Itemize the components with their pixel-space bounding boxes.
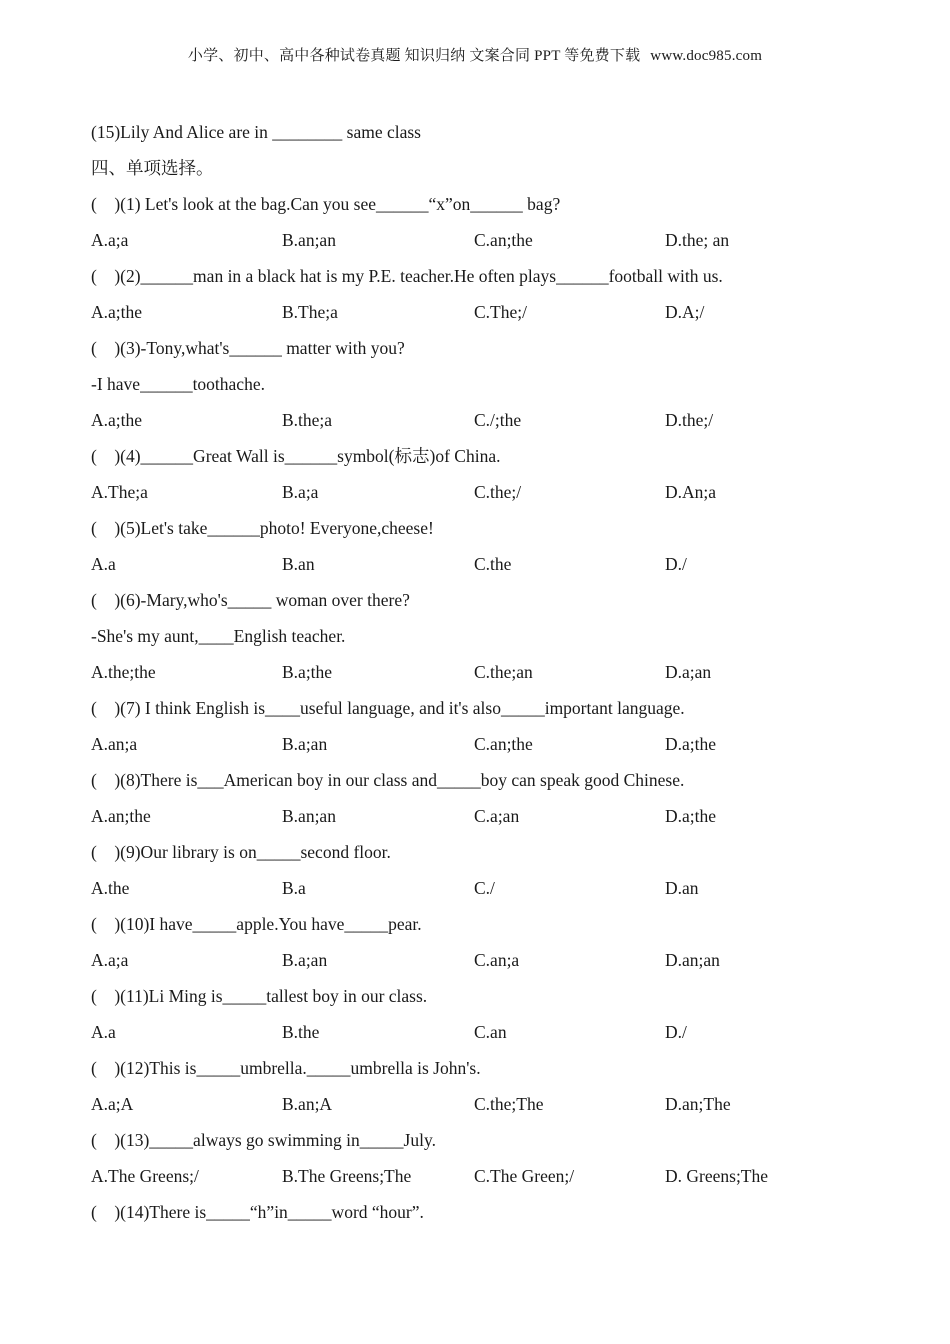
option-c: C.a;an bbox=[474, 806, 520, 826]
option-b: B.an;an bbox=[282, 230, 336, 250]
option-c: C.the bbox=[474, 554, 512, 574]
option-d: D.an bbox=[665, 878, 699, 898]
question-stem: ( )(7) I think English is____useful language, and it's also_____important language. bbox=[91, 698, 685, 718]
option-c: C.an;a bbox=[474, 950, 520, 970]
option-a: A.a;A bbox=[91, 1094, 134, 1114]
question-stem: ( )(4)______Great Wall is______symbol(标志)of China. bbox=[91, 446, 501, 466]
option-b: B.an bbox=[282, 554, 315, 574]
option-d: D.the;/ bbox=[665, 410, 714, 430]
option-c: C.The;/ bbox=[474, 302, 527, 322]
page-header bbox=[0, 44, 950, 65]
section-title: 四、单项选择。 bbox=[91, 158, 214, 178]
option-d: D.A;/ bbox=[665, 302, 705, 322]
question-stem: ( )(5)Let's take______photo! Everyone,cheese! bbox=[91, 518, 434, 538]
option-a: A.the;the bbox=[91, 662, 156, 682]
question-stem: ( )(12)This is_____umbrella._____umbrella is John's. bbox=[91, 1058, 481, 1078]
option-d: D. Greens;The bbox=[665, 1166, 769, 1186]
option-d: D.a;the bbox=[665, 734, 717, 754]
option-c: C.the;an bbox=[474, 662, 533, 682]
question-stem: ( )(6)-Mary,who's_____ woman over there? bbox=[91, 590, 410, 610]
options-row bbox=[91, 549, 891, 585]
question-stem: ( )(3)-Tony,what's______ matter with you? bbox=[91, 338, 405, 358]
question-stem-continued: -I have______toothache. bbox=[91, 374, 265, 394]
option-b: B.The Greens;The bbox=[282, 1166, 412, 1186]
option-a: A.a bbox=[91, 554, 116, 574]
option-b: B.an;A bbox=[282, 1094, 333, 1114]
option-a: A.the bbox=[91, 878, 130, 898]
question-stem-continued: -She's my aunt,____English teacher. bbox=[91, 626, 346, 646]
option-c: C.the;The bbox=[474, 1094, 544, 1114]
option-a: A.an;a bbox=[91, 734, 138, 754]
question-stem: ( )(9)Our library is on_____second floor. bbox=[91, 842, 391, 862]
header-site: www.doc985.com bbox=[650, 48, 763, 64]
previous-question: (15)Lily And Alice are in ________ same class bbox=[91, 122, 421, 142]
option-a: A.a;the bbox=[91, 410, 143, 430]
option-c: C.an;the bbox=[474, 230, 533, 250]
option-a: A.a bbox=[91, 1022, 116, 1042]
options-row bbox=[91, 945, 891, 981]
worksheet-body bbox=[91, 117, 891, 1233]
option-d: D./ bbox=[665, 554, 687, 574]
option-c: C.an bbox=[474, 1022, 507, 1042]
question-stem: ( )(1) Let's look at the bag.Can you see______“x”on______ bag? bbox=[91, 194, 561, 214]
options-row bbox=[91, 1161, 891, 1197]
options-row bbox=[91, 1017, 891, 1053]
option-d: D.an;an bbox=[665, 950, 720, 970]
option-a: A.The;a bbox=[91, 482, 148, 502]
options-row bbox=[91, 1089, 891, 1125]
option-d: D.the; an bbox=[665, 230, 730, 250]
options-row bbox=[91, 657, 891, 693]
option-c: C.the;/ bbox=[474, 482, 522, 502]
options-row bbox=[91, 873, 891, 909]
option-b: B.a;an bbox=[282, 950, 328, 970]
question-stem: ( )(10)I have_____apple.You have_____pear. bbox=[91, 914, 422, 934]
option-c: C.an;the bbox=[474, 734, 533, 754]
options-row bbox=[91, 405, 891, 441]
question-stem: ( )(8)There is___American boy in our class and_____boy can speak good Chinese. bbox=[91, 770, 685, 790]
option-c: C./;the bbox=[474, 410, 522, 430]
options-row bbox=[91, 477, 891, 513]
option-d: D.An;a bbox=[665, 482, 717, 502]
option-c: C./ bbox=[474, 878, 495, 898]
question-stem: ( )(13)_____always go swimming in_____July. bbox=[91, 1130, 436, 1150]
option-a: A.The Greens;/ bbox=[91, 1166, 199, 1186]
options-row bbox=[91, 801, 891, 837]
option-a: A.a;a bbox=[91, 950, 129, 970]
option-c: C.The Green;/ bbox=[474, 1166, 575, 1186]
question-stem: ( )(11)Li Ming is_____tallest boy in our class. bbox=[91, 986, 428, 1006]
question-stem: ( )(14)There is_____“h”in_____word “hour”. bbox=[91, 1202, 424, 1222]
option-b: B.a;the bbox=[282, 662, 333, 682]
option-d: D.a;an bbox=[665, 662, 712, 682]
option-d: D.a;the bbox=[665, 806, 717, 826]
options-row bbox=[91, 297, 891, 333]
option-b: B.the;a bbox=[282, 410, 333, 430]
options-row bbox=[91, 225, 891, 261]
header-text: 小学、初中、高中各种试卷真题 知识归纳 文案合同 PPT 等免费下载 bbox=[187, 48, 641, 64]
option-d: D./ bbox=[665, 1022, 687, 1042]
option-a: A.a;the bbox=[91, 302, 143, 322]
option-b: B.the bbox=[282, 1022, 320, 1042]
question-stem: ( )(2)______man in a black hat is my P.E. teacher.He often plays______football with us. bbox=[91, 266, 723, 286]
option-b: B.a bbox=[282, 878, 306, 898]
option-b: B.an;an bbox=[282, 806, 336, 826]
option-d: D.an;The bbox=[665, 1094, 731, 1114]
option-a: A.an;the bbox=[91, 806, 151, 826]
options-row bbox=[91, 729, 891, 765]
option-a: A.a;a bbox=[91, 230, 129, 250]
option-b: B.a;a bbox=[282, 482, 319, 502]
option-b: B.The;a bbox=[282, 302, 338, 322]
option-b: B.a;an bbox=[282, 734, 328, 754]
